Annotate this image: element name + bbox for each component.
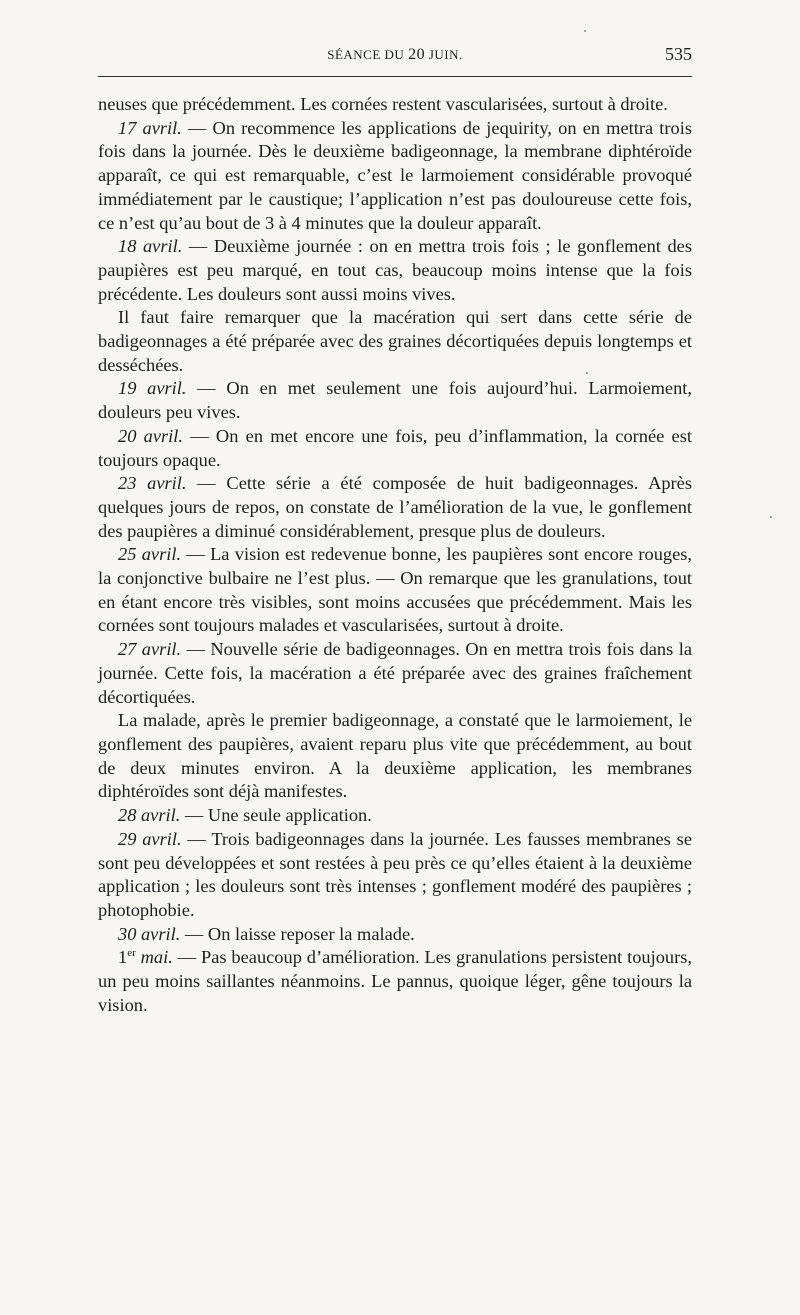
header-rule — [98, 76, 692, 77]
paragraph — [98, 235, 692, 306]
running-head-day: 20 — [408, 46, 426, 63]
running-head-prefix: SÉANCE DU — [327, 47, 409, 62]
paragraph — [98, 472, 692, 543]
paragraph-text: — Deuxième journée : on en mettra trois fois ; le gonflement des paupières est peu marqué, en tout cas, beaucoup moins intense que la fois précédente. Les douleurs sont aussi moins vives. — [98, 236, 692, 304]
paragraph-text: La malade, après le premier badigeonnage, a constaté que le larmoiement, le gonflement des paupières, avaient reparu plus vite que précédemment, au bout de deux minutes environ. A la deuxième application, les membranes diphtéroïdes sont déjà manifestes. — [98, 710, 692, 802]
date-label: 25 avril. — [118, 544, 182, 565]
paragraph — [98, 804, 692, 828]
paragraph-text: — On laisse reposer la malade. — [180, 923, 415, 944]
paragraph-text: Il faut faire remarquer que la macération qui sert dans cette série de badigeonnages a été préparée avec des graines décortiquées depuis longtemps et desséchées. — [98, 307, 692, 375]
date-label: 29 avril. — [118, 828, 182, 849]
running-head-suffix: JUIN. — [425, 47, 463, 62]
paragraph — [98, 923, 692, 947]
paragraph — [98, 543, 692, 638]
paragraph-text: — Trois badigeonnages dans la journée. Les fausses membranes se sont peu développées et sont restées à peu près ce qu’elles étaient à la deuxième application ; les douleurs sont très intenses ; gonflement modéré des paupières ; photophobie. — [98, 828, 692, 920]
date-ordinal: er — [127, 947, 136, 960]
paragraph — [98, 946, 692, 1017]
date-day: 1 — [118, 947, 128, 968]
date-label: 20 avril. — [118, 425, 183, 446]
paragraph — [98, 93, 692, 117]
paragraph — [98, 306, 692, 377]
page-number: 535 — [665, 44, 692, 64]
date-month: mai. — [135, 947, 173, 968]
paragraph-text: — Une seule application. — [180, 805, 372, 826]
date-label: 28 avril. — [118, 805, 181, 826]
paragraph-text: — Pas beaucoup d’amélioration. Les granulations persistent toujours, un peu moins saillantes néanmoins. Le pannus, quoique léger, gêne toujours la vision. — [98, 947, 692, 1015]
page-header — [98, 44, 692, 74]
paper-speck — [586, 372, 588, 374]
date-label: 23 avril. — [118, 473, 187, 494]
paragraph — [98, 638, 692, 709]
paragraph — [98, 117, 692, 236]
date-label: 18 avril. — [118, 236, 183, 257]
paragraph-text: neuses que précédemment. Les cornées restent vascularisées, surtout à droite. — [98, 94, 668, 114]
paragraph — [98, 425, 692, 472]
paragraph-text: — Nouvelle série de badigeonnages. On en mettra trois fois dans la journée. Cette fois, la macération a été préparée avec des graines fraîchement décortiquées. — [98, 639, 692, 707]
paragraph-text: — On en met seulement une fois aujourd’hui. Larmoiement, douleurs peu vives. — [98, 378, 692, 423]
paragraph — [98, 709, 692, 804]
paper-speck — [770, 516, 772, 518]
paragraph — [98, 377, 692, 424]
paragraph — [98, 828, 692, 923]
date-label: 30 avril. — [118, 923, 181, 944]
date-label: 19 avril. — [118, 378, 187, 399]
paragraph-text: — Cette série a été composée de huit badigeonnages. Après quelques jours de repos, on constate de l’amélioration de la vue, le gonflement des paupières a diminué considérablement, presque plus de douleurs. — [98, 473, 692, 541]
body-text — [98, 93, 692, 1017]
paragraph-text: — On recommence les applications de jequirity, on en mettra trois fois dans la journée. Dès le deuxième badigeonnage, la membrane diphtéroïde apparaît, ce qui est remarquable, c’est le larmoiement considérable provoqué immédiatement par le caustique; l’application n’est pas douloureuse cette fois, ce n’est qu’au bout de 3 à 4 minutes que la douleur apparaît. — [98, 117, 692, 233]
paragraph-text: — On en met encore une fois, peu d’inflammation, la cornée est toujours opaque. — [98, 425, 692, 470]
paragraph-text: — La vision est redevenue bonne, les paupières sont encore rouges, la conjonctive bulbaire ne l’est plus. — On remarque que les granulations, tout en étant encore très visibles, sont moins accusées que précédemment. Mais les cornées sont toujours malades et vascularisées, surtout à droite. — [98, 544, 692, 636]
date-label: 17 avril. — [118, 117, 182, 138]
paper-speck — [584, 30, 586, 32]
date-label: 27 avril. — [118, 639, 182, 660]
running-head — [98, 46, 692, 64]
